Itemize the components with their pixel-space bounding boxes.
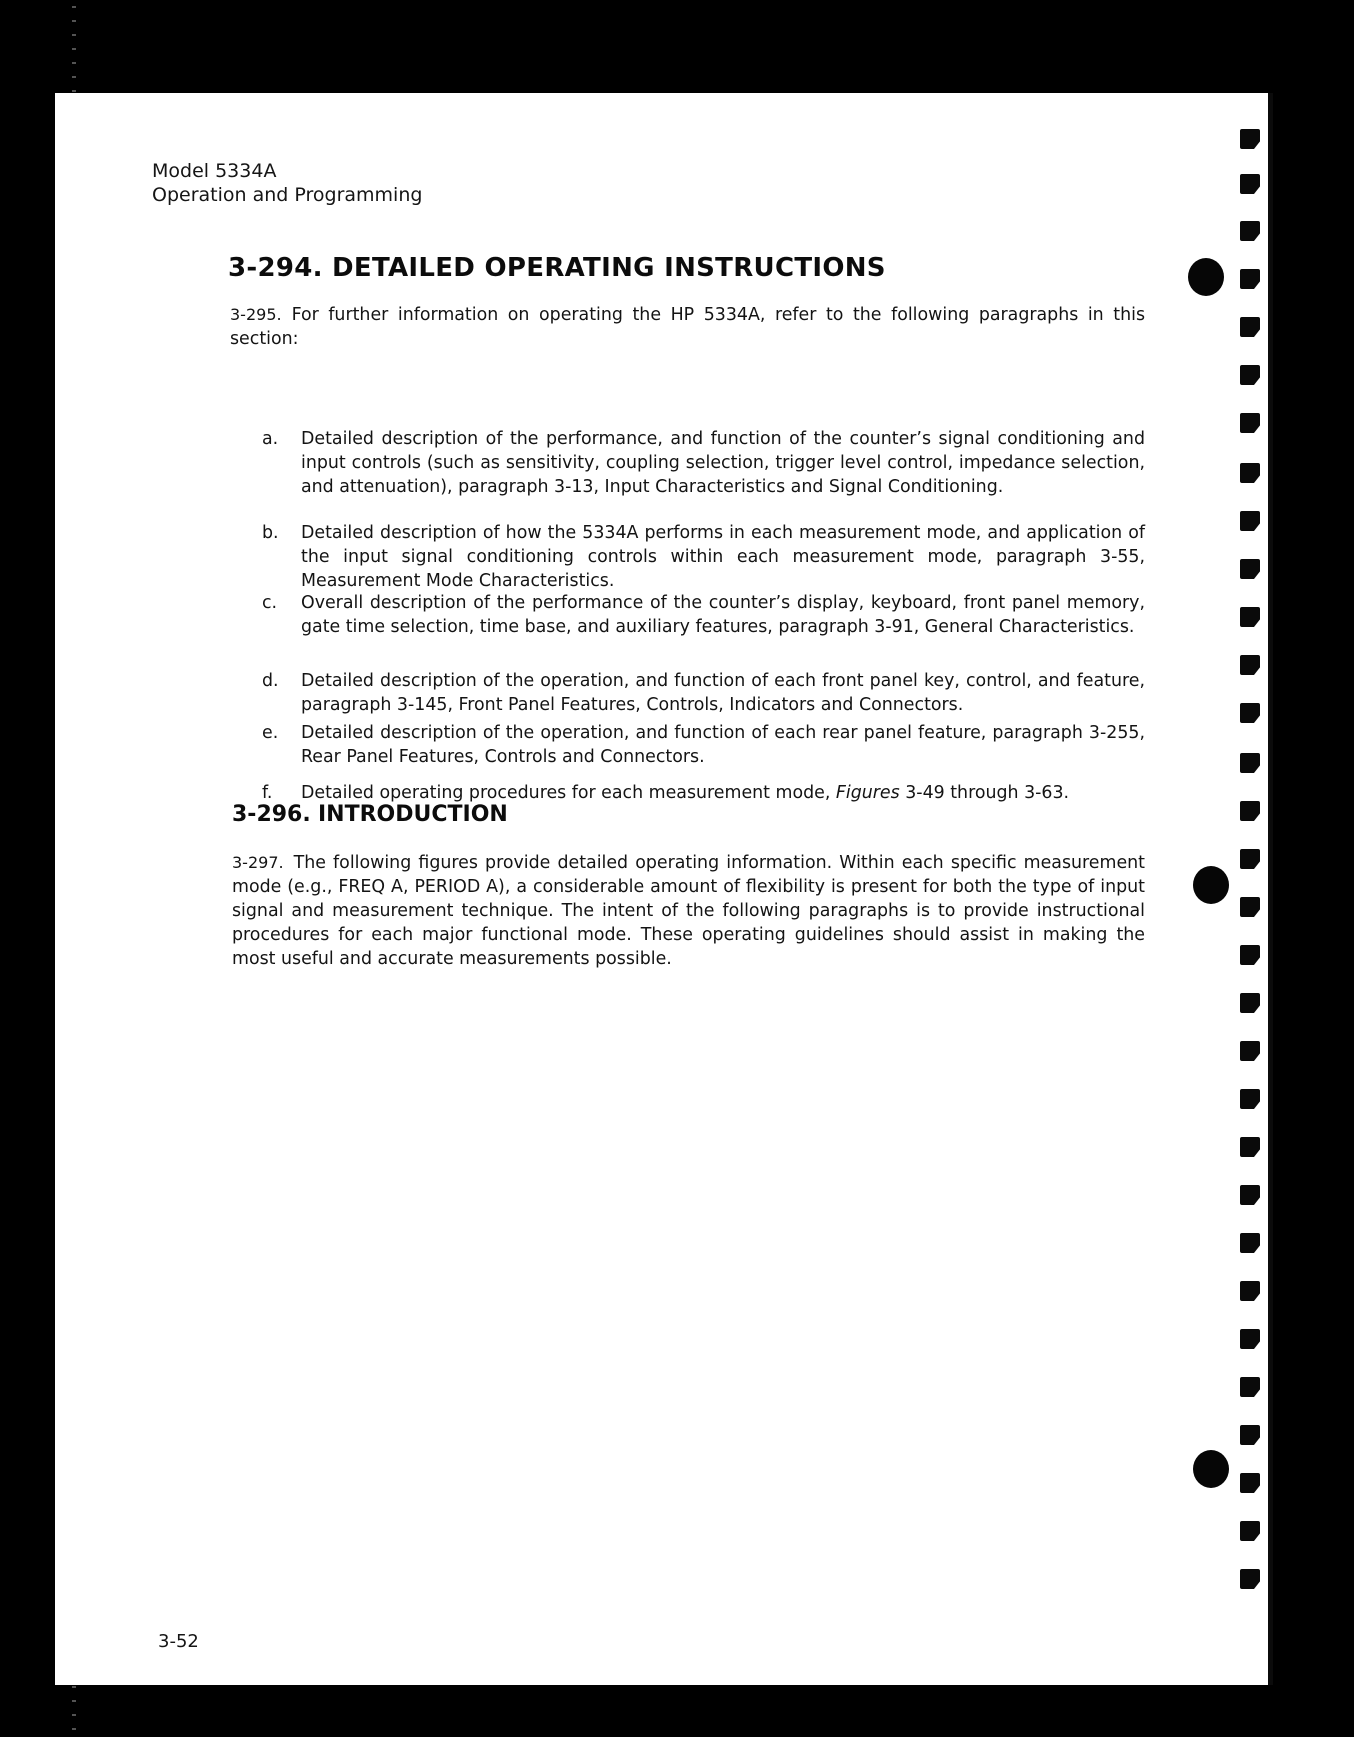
binding-tab: [1240, 993, 1260, 1013]
section-heading-294: [228, 253, 886, 283]
list-letter: d.: [262, 671, 279, 691]
binding-tab: [1240, 801, 1260, 821]
header-section: Operation and Programming: [152, 184, 423, 206]
binding-tab: [1240, 1185, 1260, 1205]
binding-tab: [1240, 753, 1260, 773]
list-text: Detailed operating procedures for each measurement mode, Figures 3-49 through 3-63.: [301, 783, 1070, 803]
binding-tab: [1240, 463, 1260, 483]
page-number: 3-52: [158, 1631, 199, 1652]
section-number: 3-294.: [228, 253, 323, 283]
list-letter: a.: [262, 429, 279, 449]
binding-tab: [1240, 365, 1260, 385]
list-text: Overall description of the performance of the counter’s display, keyboard, front panel memory, gate time selection, time base, and auxiliary features, paragraph 3-91, General Characteristics.: [301, 593, 1145, 637]
binding-hole: [1193, 866, 1229, 904]
header-model: Model 5334A: [152, 160, 277, 182]
binding-hole: [1188, 258, 1224, 296]
binding-tab: [1240, 511, 1260, 531]
binding-tab: [1240, 1569, 1260, 1589]
paragraph-text: For further information on operating the HP 5334A, refer to the following paragraphs in this section:: [230, 305, 1145, 349]
section-title: DETAILED OPERATING INSTRUCTIONS: [332, 253, 886, 283]
binding-tab: [1240, 1521, 1260, 1541]
binding-spine: [1268, 93, 1273, 1685]
binding-tab: [1240, 1425, 1260, 1445]
binding-tab: [1240, 1473, 1260, 1493]
list-text: Detailed description of how the 5334A performs in each measurement mode, and application of the input signal conditioning controls within each measurement mode, paragraph 3-55, Measurement Mode Characteristics.: [301, 523, 1145, 591]
binding-tab: [1240, 945, 1260, 965]
list-text: Detailed description of the performance, and function of the counter’s signal conditioning and input controls (such as sensitivity, coupling selection, trigger level control, impedance selection, and attenuation), paragraph 3-13, Input Characteristics and Signal Conditioning.: [301, 429, 1145, 497]
binding-hole: [1193, 1450, 1229, 1488]
section-heading-296: [232, 802, 508, 827]
binding-tab: [1240, 1329, 1260, 1349]
binding-tab: [1240, 174, 1260, 194]
paragraph-295: [230, 303, 1145, 351]
list-letter: b.: [262, 523, 279, 543]
binding-tab: [1240, 1041, 1260, 1061]
binding-tab: [1240, 317, 1260, 337]
paragraph-297: [232, 851, 1145, 971]
page-header: [152, 159, 422, 207]
binding-tab: [1240, 413, 1260, 433]
binding-tab: [1240, 849, 1260, 869]
binding-tab: [1240, 559, 1260, 579]
section-number: 3-296.: [232, 802, 311, 827]
binding-tab: [1240, 607, 1260, 627]
list-text: Detailed description of the operation, and function of each rear panel feature, paragraph 3-255, Rear Panel Features, Controls and Connectors.: [301, 723, 1145, 767]
binding-tab: [1240, 1137, 1260, 1157]
list-letter: f.: [262, 783, 273, 803]
binding-tab: [1240, 897, 1260, 917]
document-page: [55, 93, 1273, 1685]
binding-tab: [1240, 129, 1260, 149]
binding-tab: [1240, 1233, 1260, 1253]
binding-tab: [1240, 221, 1260, 241]
paragraph-number: 3-297.: [232, 853, 284, 872]
binding-tab: [1240, 655, 1260, 675]
binding-tab: [1240, 703, 1260, 723]
section-title: INTRODUCTION: [318, 802, 508, 827]
binding-tab: [1240, 269, 1260, 289]
list-letter: c.: [262, 593, 278, 613]
list-letter: e.: [262, 723, 279, 743]
paragraph-number: 3-295.: [230, 305, 282, 324]
binding-tab: [1240, 1377, 1260, 1397]
paragraph-text: The following figures provide detailed operating information. Within each specific measurement mode (e.g., FREQ A, PERIOD A), a considerable amount of flexibility is present for both the type of input signal and measurement technique. The intent of the following paragraphs is to provide instructional procedures for each major functional mode. These operating guidelines should assist in making the most useful and accurate measurements possible.: [232, 853, 1145, 969]
list-text: Detailed description of the operation, and function of each front panel key, control, and feature, paragraph 3-145, Front Panel Features, Controls, Indicators and Connectors.: [301, 671, 1145, 715]
binding-tab: [1240, 1281, 1260, 1301]
binding-tab: [1240, 1089, 1260, 1109]
